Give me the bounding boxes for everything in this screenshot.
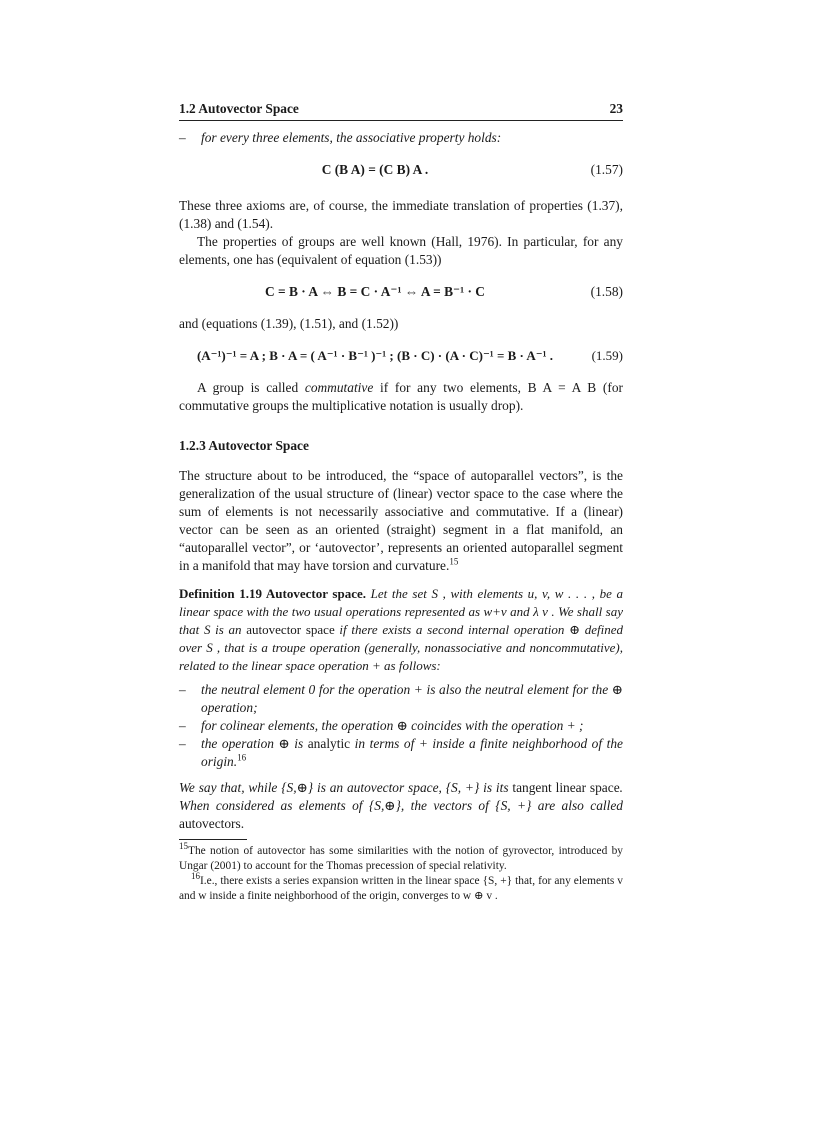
equation-number: (1.58): [590, 284, 623, 299]
equation-1-58: [179, 283, 623, 301]
paragraph-tangent: We say that, while {S,⊕} is an autovector space, {S, +} is its tangent linear space. When considered as elements of {S,⊕}, the vectors of {S, +} are also called autovectors.: [179, 780, 623, 831]
equation-1-57: [179, 161, 623, 179]
running-header: [179, 100, 623, 121]
equation-body: (A⁻¹)⁻¹ = A ; B · A = ( A⁻¹ · B⁻¹ )⁻¹ ; (B · C) · (A · C)⁻¹ = B · A⁻¹ .: [196, 348, 554, 363]
footnote-rule: [179, 839, 247, 840]
footnote-mark: 16: [237, 752, 247, 763]
footnote-16: $^{16}$I.e., there exists a series expansion written in the linear space {S, +} that, for any elements v and w inside a finite neighborhood of the origin, converges to w ⊕ v .: [179, 871, 623, 902]
paragraph: The properties of groups are well known (Hall, 1976). In particular, for any elements, one has (equivalent of equation (1.53)): [179, 234, 623, 267]
definition-1-19: Definition 1.19 Autovector space. Let the set S , with elements u, v, w . . . , be a linear space with the two usual operations represented as w+v and λ v . We shall say that S is an autovector space if there exists a second internal operation ⊕ defined over S , that is a troupe operation (generally, nonassociative and noncommutative), related to the linear space operation + as follows:: [179, 586, 624, 673]
equation-number: (1.57): [590, 162, 623, 177]
equation-body: C = B · A ⇔ B = C · A⁻¹ ⇔ A = B⁻¹ · C: [265, 284, 485, 299]
equation-body: C (B A) = (C B) A .: [321, 162, 429, 177]
section-heading: 1.2.3 Autovector Space: [179, 438, 309, 453]
definition-items: [179, 681, 623, 771]
paragraph-commutative: A group is called commutative if for any two elements, B A = A B (for commutative groups the multiplicative notation is usually drop).: [179, 380, 623, 413]
paragraph: and (equations (1.39), (1.51), and (1.52)): [179, 316, 399, 331]
paragraph-autovector: The structure about to be introduced, the “space of autoparallel vectors”, is the generalization of the usual structure of (linear) vector space to the case where the sum of elements is not necessarily associative and commutative. If a (linear) vector can be seen as an oriented (straight) segment in a flat manifold, an “autoparallel vector”, or ‘autovector’, represents an oriented autoparallel segment in a manifold that may have torsion and curvature.$^{15}$: [179, 468, 623, 573]
page-number: 23: [609, 101, 623, 116]
paragraph: These three axioms are, of course, the immediate translation of properties (1.37), (1.38) and (1.54).: [179, 198, 623, 231]
footnote-mark: 15: [449, 556, 459, 567]
equation-number: (1.59): [591, 348, 623, 363]
list-item: – for colinear elements, the operation ⊕ coincides with the operation + ;: [179, 718, 584, 733]
associative-text: for every three elements, the associative property holds:: [201, 130, 502, 145]
list-item: – the operation ⊕ is analytic in terms of + inside a finite neighborhood of the origin.$^{16}$: [179, 736, 623, 769]
list-item: – the neutral element 0 for the operation + is also the neutral element for the ⊕ operation;: [179, 682, 623, 715]
equation-1-59: [179, 347, 623, 365]
page: [179, 100, 623, 904]
associative-item: – for every three elements, the associative property holds:: [179, 129, 623, 147]
header-title: 1.2 Autovector Space: [179, 101, 299, 116]
footnote-15: $^{15}$The notion of autovector has some similarities with the notion of gyrovector, introduced by Ungar (2001) to account for the Thomas precession of special relativity.: [179, 841, 623, 872]
